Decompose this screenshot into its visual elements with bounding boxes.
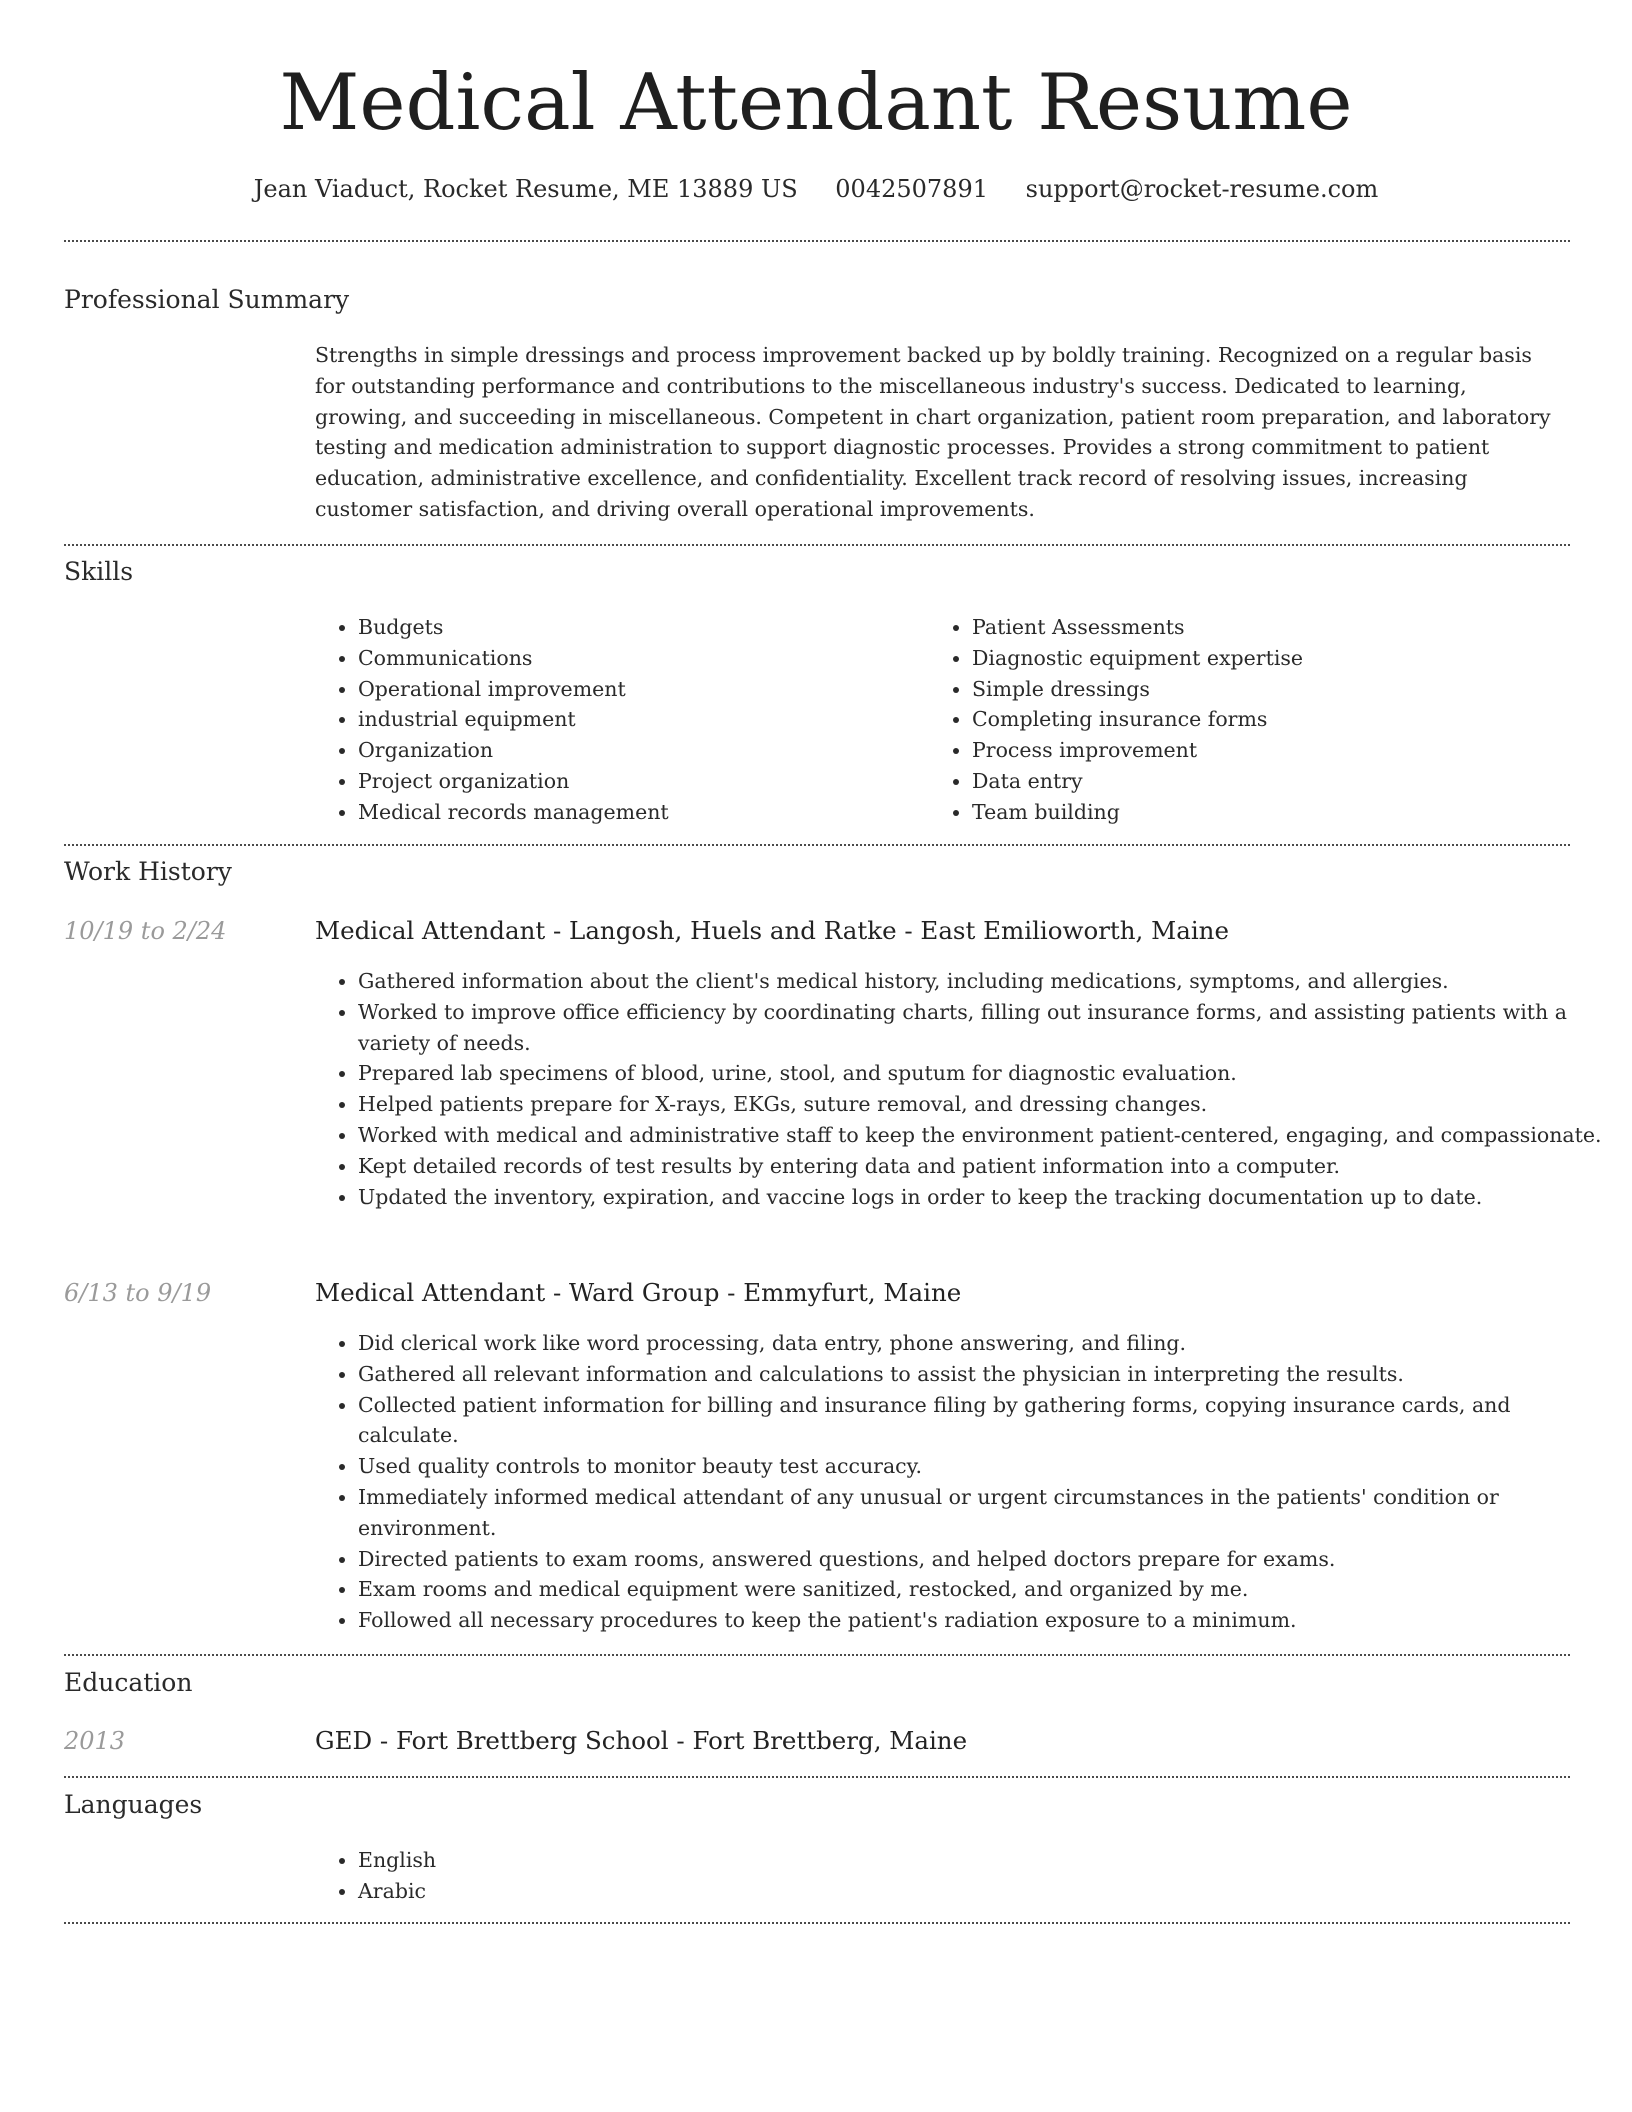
skills-list-right [928, 612, 1572, 828]
skills-list-left [314, 612, 918, 828]
language-item: • Arabic [358, 1876, 958, 1907]
skill-item: • Medical records management [358, 797, 918, 828]
job-bullet: • Used quality controls to monitor beauty test accuracy. [358, 1451, 1606, 1482]
skill-item: • Budgets [358, 612, 918, 643]
contact-phone: 0042507891 [835, 175, 988, 203]
job-bullet: • Worked to improve office efficiency by coordinating charts, filling out insurance forms, and assisting patients with a variety of needs. [358, 997, 1606, 1059]
contact-line [0, 172, 1632, 206]
skill-item: • Patient Assessments [972, 612, 1572, 643]
job-bullets [314, 1328, 1606, 1636]
job-bullet: • Gathered all relevant information and calculations to assist the physician in interpreting the results. [358, 1359, 1606, 1390]
job-title: Medical Attendant - Langosh, Huels and Ratke - East Emilioworth, Maine [315, 916, 1229, 945]
job-bullet: • Updated the inventory, expiration, and vaccine logs in order to keep the tracking documentation up to date. [358, 1182, 1606, 1213]
skill-item: • Operational improvement [358, 674, 918, 705]
skill-item: • Communications [358, 643, 918, 674]
summary-heading: Professional Summary [64, 285, 350, 314]
language-item: • English [358, 1845, 958, 1876]
skill-item: • Diagnostic equipment expertise [972, 643, 1572, 674]
job-bullet: • Collected patient information for billing and insurance filing by gathering forms, copying insurance cards, and calculate. [358, 1390, 1606, 1452]
education-heading: Education [64, 1668, 193, 1697]
job-bullet: • Prepared lab specimens of blood, urine, stool, and sputum for diagnostic evaluation. [358, 1058, 1606, 1089]
job-bullet: • Worked with medical and administrative staff to keep the environment patient-centered, engaging, and compassionate. [358, 1120, 1606, 1151]
job-dates: 6/13 to 9/19 [64, 1279, 212, 1307]
summary-text: Strengths in simple dressings and process improvement backed up by boldly training. Recognized on a regular basis for outstanding performance and contributions to the miscellaneous industry's success. Dedicated to learning, growing, and succeeding in miscellaneous. Competent in chart organization, patient room preparation, and laboratory testing and medication administration to support diagnostic processes. Provides a strong commitment to patient education, administrative excellence, and confidentiality. Excellent track record of resolving issues, increasing customer satisfaction, and driving overall operational improvements. [315, 343, 1551, 521]
job-dates: 10/19 to 2/24 [64, 917, 227, 945]
job-bullet: • Helped patients prepare for X-rays, EKGs, suture removal, and dressing changes. [358, 1089, 1606, 1120]
work-heading: Work History [64, 857, 232, 886]
job-bullet: • Followed all necessary procedures to keep the patient's radiation exposure to a minimum. [358, 1605, 1606, 1636]
education-year: 2013 [64, 1727, 126, 1755]
section-divider [64, 1922, 1570, 1924]
resume-title: Medical Attendant Resume [279, 58, 1353, 148]
skill-item: • Process improvement [972, 735, 1572, 766]
skill-item: • Completing insurance forms [972, 704, 1572, 735]
section-divider [64, 1776, 1570, 1778]
skill-item: • Data entry [972, 766, 1572, 797]
job-bullet: • Did clerical work like word processing, data entry, phone answering, and filing. [358, 1328, 1606, 1359]
skill-item: • Organization [358, 735, 918, 766]
section-divider [64, 1654, 1570, 1656]
job-title: Medical Attendant - Ward Group - Emmyfurt, Maine [315, 1278, 962, 1307]
education-entry: GED - Fort Brettberg School - Fort Brettberg, Maine [315, 1726, 968, 1755]
skill-item: • Project organization [358, 766, 918, 797]
job-bullets [314, 966, 1606, 1212]
skill-item: • Simple dressings [972, 674, 1572, 705]
job-bullet: • Immediately informed medical attendant of any unusual or urgent circumstances in the patients' condition or environment. [358, 1482, 1606, 1544]
section-divider [64, 240, 1570, 242]
job-bullet: • Gathered information about the client's medical history, including medications, symptoms, and allergies. [358, 966, 1606, 997]
job-bullet: • Exam rooms and medical equipment were sanitized, restocked, and organized by me. [358, 1574, 1606, 1605]
section-divider [64, 544, 1570, 546]
skill-item: • industrial equipment [358, 704, 918, 735]
languages-list [314, 1845, 958, 1907]
section-divider [64, 844, 1570, 846]
languages-heading: Languages [64, 1790, 203, 1819]
contact-email: support@rocket-resume.com [1025, 175, 1379, 203]
skill-item: • Team building [972, 797, 1572, 828]
job-bullet: • Kept detailed records of test results by entering data and patient information into a computer. [358, 1151, 1606, 1182]
skills-heading: Skills [64, 557, 134, 586]
contact-address: Jean Viaduct, Rocket Resume, ME 13889 US [253, 175, 798, 203]
job-bullet: • Directed patients to exam rooms, answered questions, and helped doctors prepare for exams. [358, 1544, 1606, 1575]
